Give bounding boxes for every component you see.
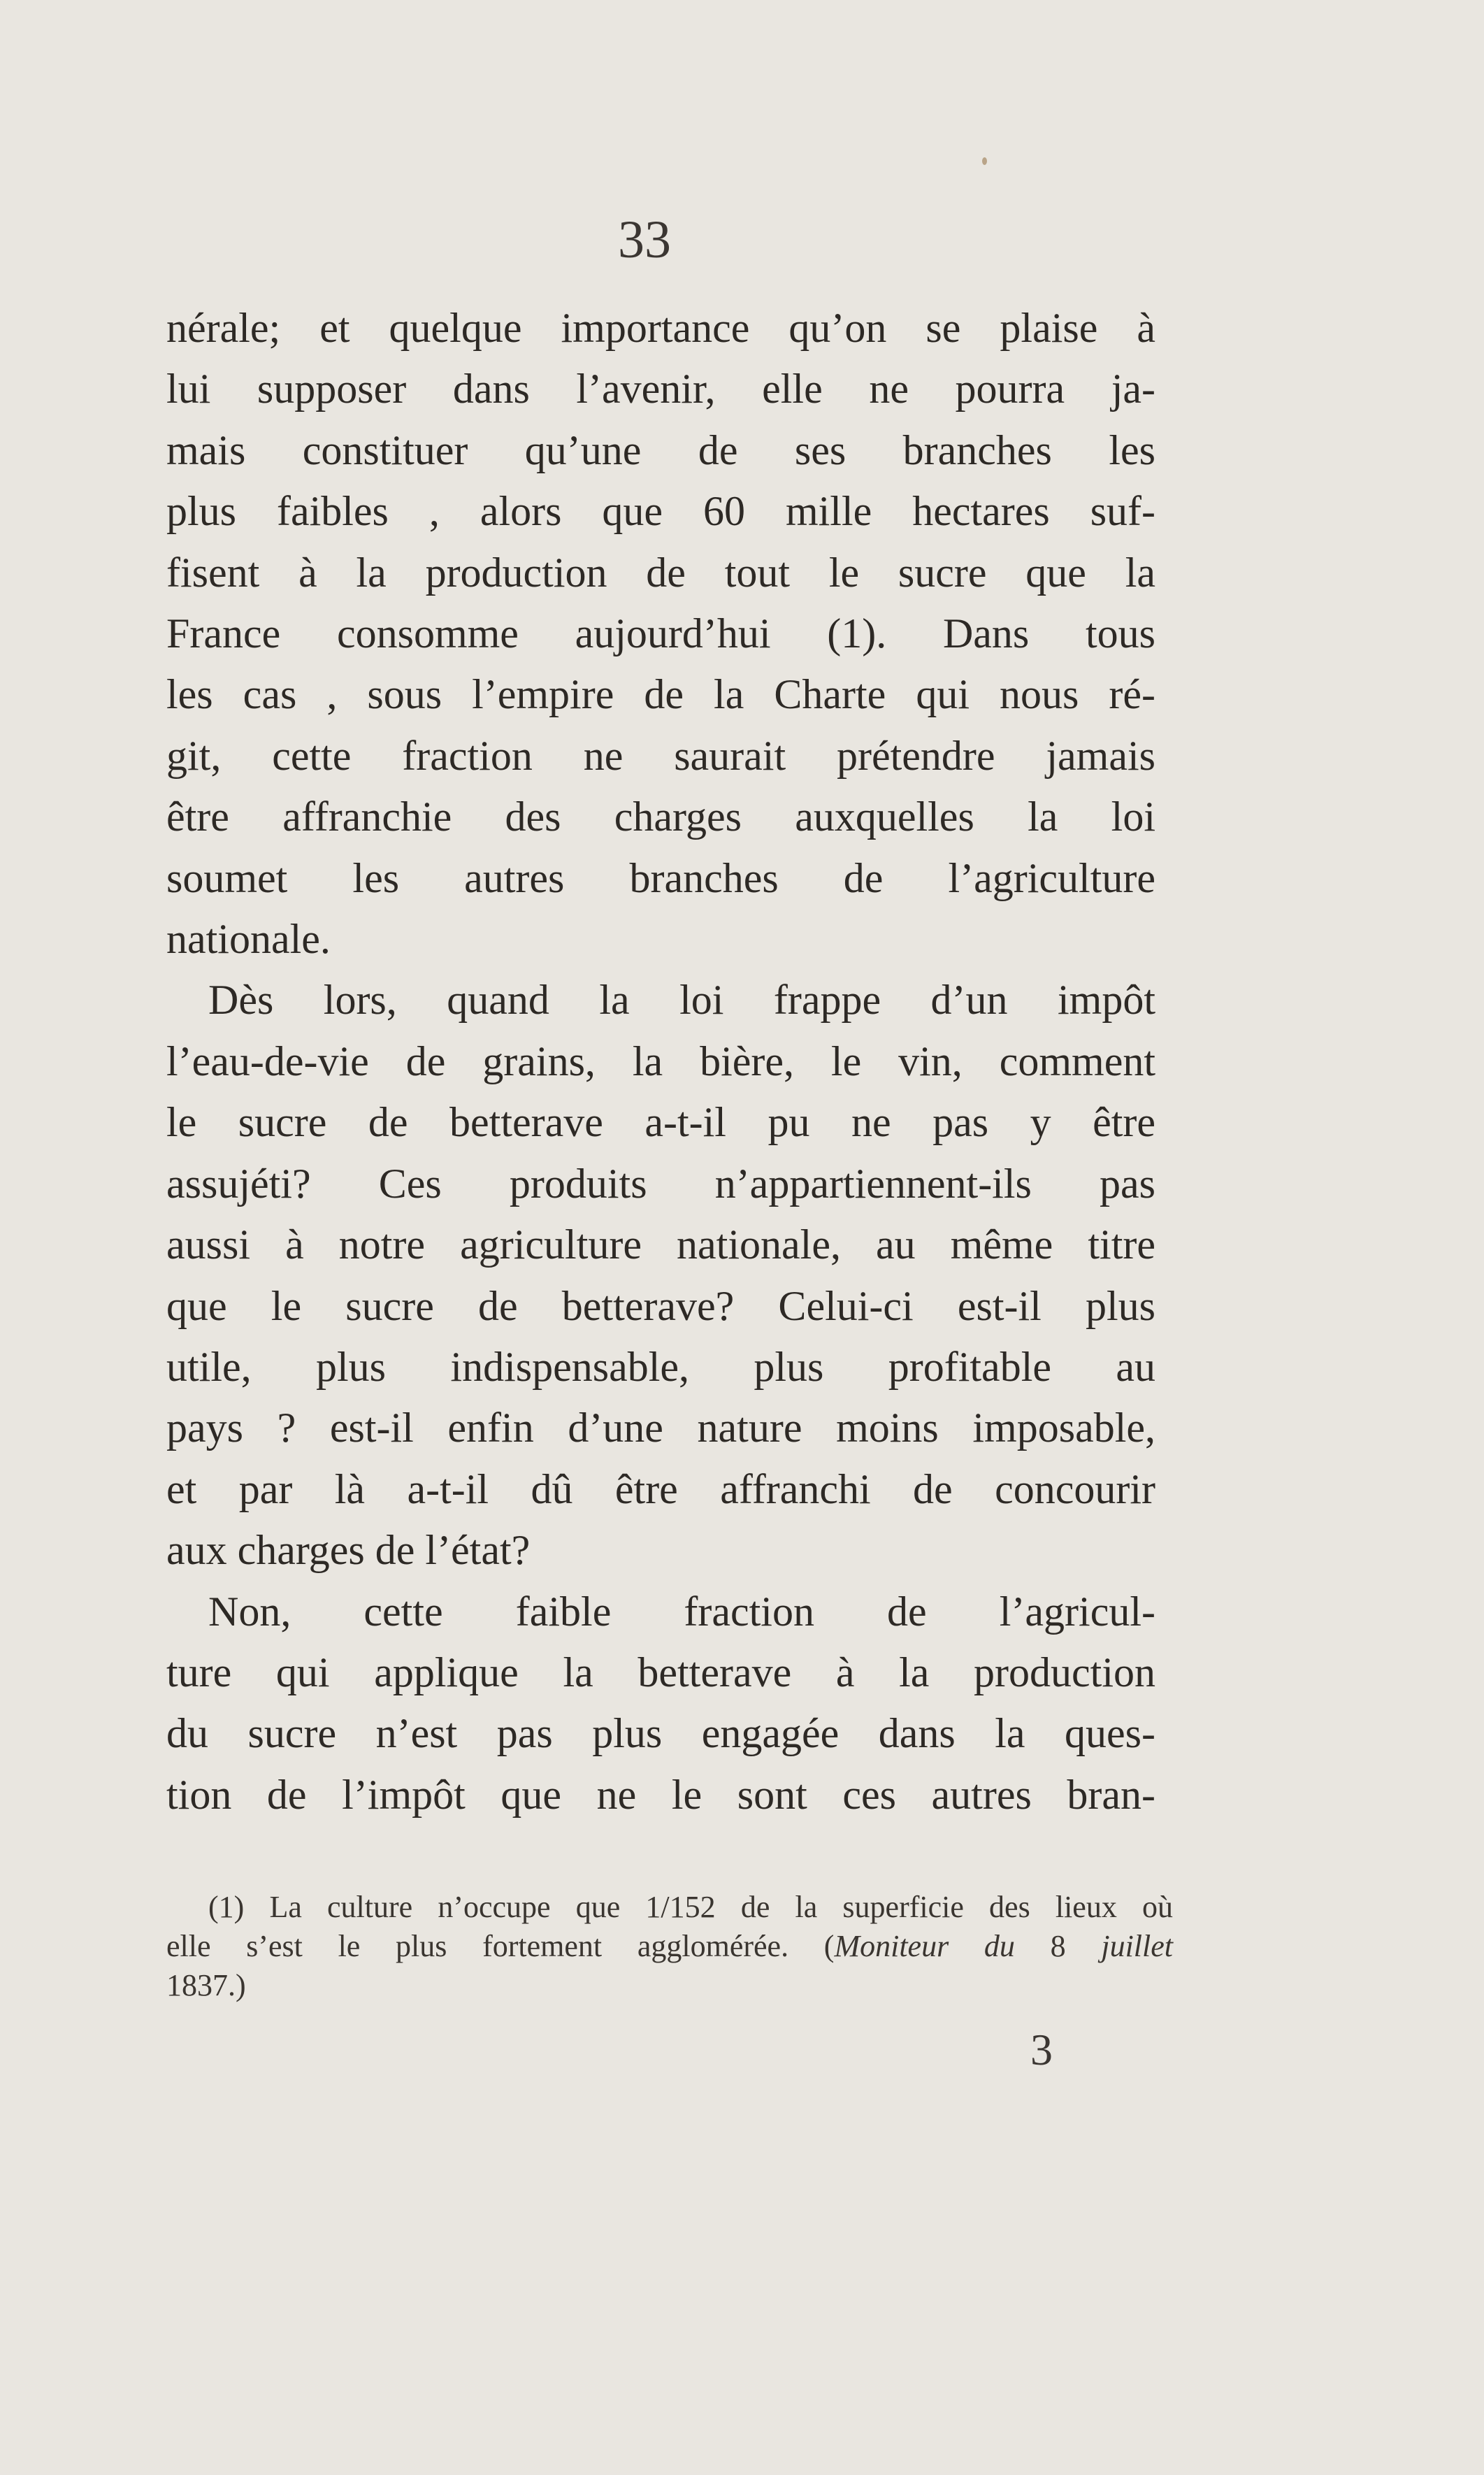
- body-text: [166, 298, 1155, 1825]
- footnote: [166, 1888, 1173, 2005]
- footnote-text: elle s’est le plus fortement agglomérée. (: [166, 1929, 835, 1963]
- text-line-2: lui supposer dans l’avenir, elle ne pourra ja-: [166, 366, 1155, 412]
- footnote-line-3: 1837.): [166, 1968, 246, 2002]
- text-line-4: plus faibles , alors que 60 mille hectares suf-: [166, 488, 1155, 535]
- text-line-22: Non, cette faible fraction de l’agricul-: [208, 1588, 1155, 1635]
- text-line-19: pays ? est-il enfin d’une nature moins imposable,: [166, 1405, 1155, 1451]
- text-line-17: que le sucre de betterave? Celui-ci est-il plus: [166, 1282, 1155, 1329]
- text-line-8: git, cette fraction ne saurait prétendre jamais: [166, 732, 1155, 779]
- page-number: 33: [618, 210, 671, 269]
- footnote-source: Moniteur du: [834, 1929, 1015, 1963]
- text-line-6: France consomme aujourd’hui (1). Dans tous: [166, 610, 1155, 657]
- footnote-line-2: [166, 1927, 1173, 1966]
- text-line-21: aux charges de l’état?: [166, 1527, 531, 1574]
- text-line-3: mais constituer qu’une de ses branches les: [166, 426, 1155, 473]
- text-line-7: les cas , sous l’empire de la Charte qui nous ré-: [166, 671, 1155, 718]
- text-line-1: nérale; et quelque importance qu’on se plaise à: [166, 305, 1155, 351]
- signature-mark: 3: [1030, 2025, 1053, 2074]
- text-line-12: Dès lors, quand la loi frappe d’un impôt: [208, 977, 1155, 1024]
- text-line-23: ture qui applique la betterave à la production: [166, 1649, 1155, 1695]
- text-line-24: du sucre n’est pas plus engagée dans la ques-: [166, 1710, 1155, 1757]
- text-line-18: utile, plus indispensable, plus profitable au: [166, 1343, 1155, 1390]
- text-line-5: fisent à la production de tout le sucre que la: [166, 549, 1155, 596]
- footnote-line-1: (1) La culture n’occupe que 1/152 de la superficie des lieux où: [208, 1890, 1173, 1924]
- text-line-15: assujéti? Ces produits n’appartiennent-ils pas: [166, 1160, 1155, 1207]
- text-line-14: le sucre de betterave a-t-il pu ne pas y être: [166, 1099, 1155, 1146]
- text-line-13: l’eau-de-vie de grains, la bière, le vin, comment: [166, 1038, 1155, 1084]
- text-line-10: soumet les autres branches de l’agriculture: [166, 854, 1155, 901]
- text-line-25: tion de l’impôt que ne le sont ces autres bran-: [166, 1771, 1155, 1818]
- text-line-20: et par là a-t-il dû être affranchi de concourir: [166, 1465, 1155, 1512]
- text-line-11: nationale.: [166, 916, 331, 963]
- ink-speck: [982, 157, 987, 165]
- text-line-9: être affranchie des charges auxquelles la loi: [166, 794, 1155, 840]
- footnote-month: juillet: [1101, 1929, 1174, 1963]
- text-line-16: aussi à notre agriculture nationale, au même titre: [166, 1221, 1155, 1268]
- footnote-day: 8: [1014, 1929, 1102, 1963]
